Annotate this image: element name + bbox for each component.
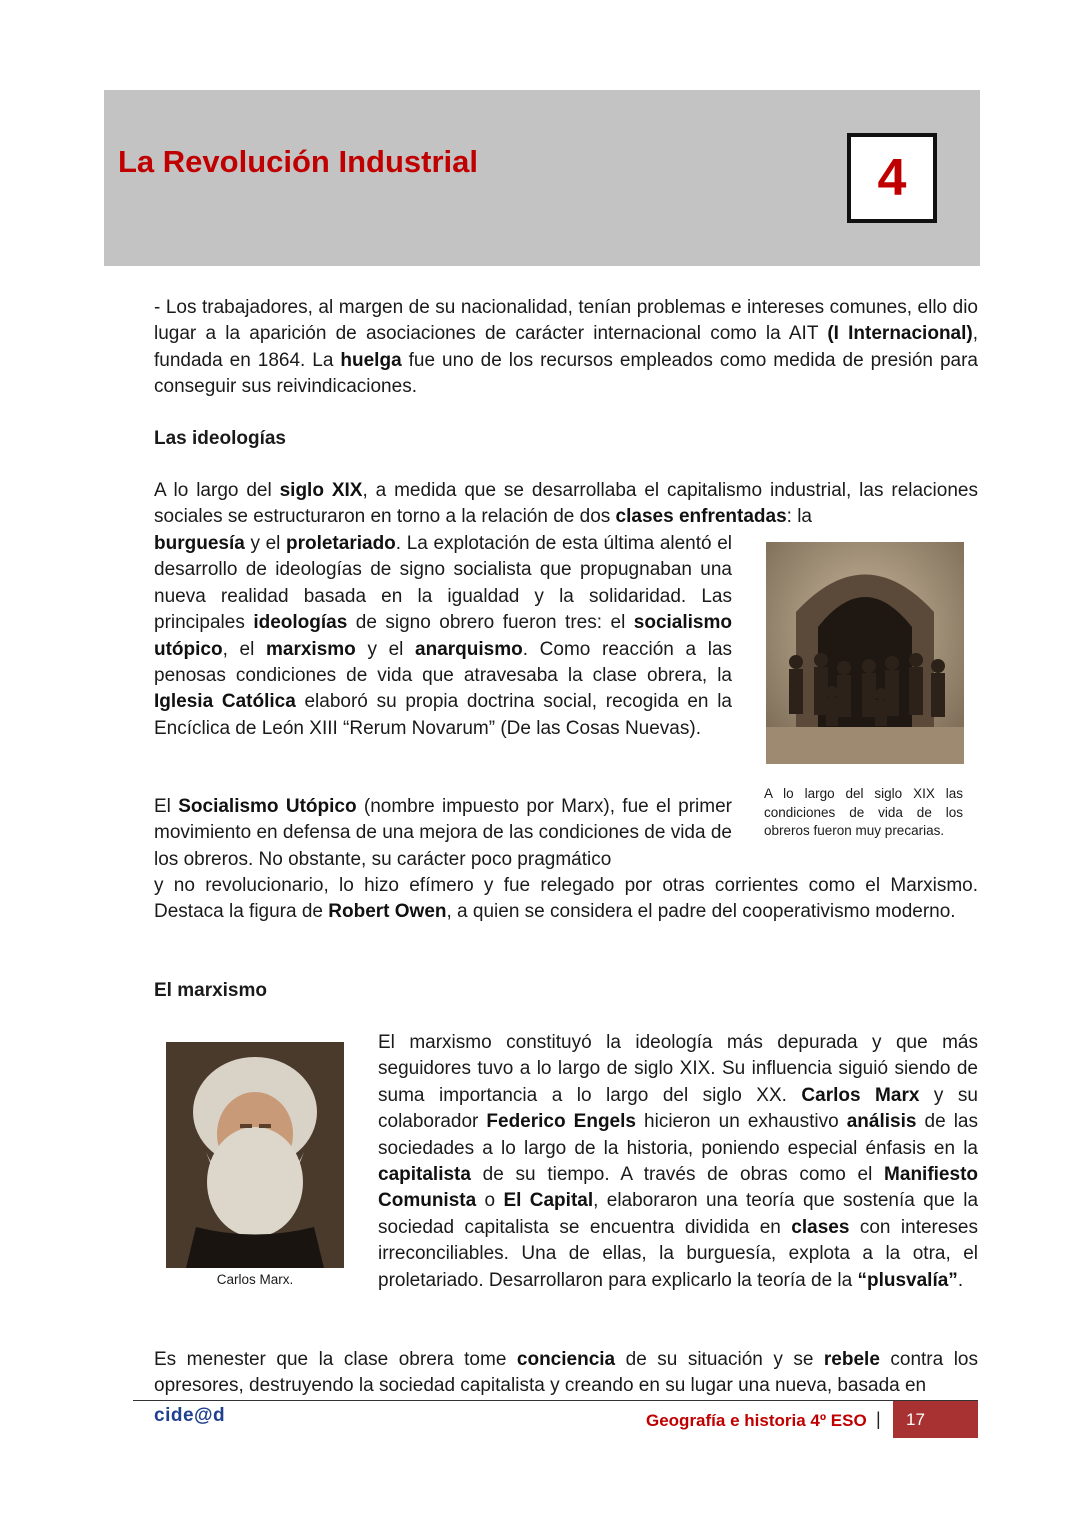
section-heading-ideologias: Las ideologías xyxy=(154,428,286,449)
closing-paragraph: Es menester que la clase obrera tome conciencia de su situación y se rebele contra los opresores, destruyendo la sociedad capitalista y creando en su lugar una nueva, basada en xyxy=(154,1349,978,1397)
page-number: 17 xyxy=(893,1401,978,1438)
carlos-marx-caption: Carlos Marx. xyxy=(216,1272,294,1287)
section-heading-marxismo: El marxismo xyxy=(154,980,267,1001)
utopico-paragraph-left: El Socialismo Utópico (nombre impuesto por Marx), fue el primer movimiento en defensa de una mejora de las condiciones de vida de los obreros. No obstante, su carácter poco pragmático xyxy=(154,796,732,870)
chapter-header xyxy=(104,90,980,266)
carlos-marx-photo xyxy=(166,1042,344,1268)
workers-photo xyxy=(766,542,964,764)
workers-photo-caption: A lo largo del siglo XIX las condiciones de vida de los obreros fueron muy precarias. xyxy=(764,786,963,838)
ideologias-intro-paragraph: A lo largo del siglo XIX, a medida que se desarrollaba el capitalismo industrial, las relaciones sociales se estructuraron en torno a la relación de dos clases enfrentadas: la xyxy=(154,480,978,528)
page-title: La Revolución Industrial xyxy=(118,144,478,179)
footer-divider xyxy=(133,1400,978,1401)
footer-separator: | xyxy=(876,1409,881,1429)
cidead-logo: cide@d xyxy=(154,1405,226,1426)
chapter-number: 4 xyxy=(847,133,937,223)
footer-subject: Geografía e historia 4º ESO xyxy=(646,1411,867,1430)
intro-paragraph: - Los trabajadores, al margen de su nacionalidad, tenían problemas e intereses comunes, ello dio lugar a la aparición de asociaciones de carácter internacional como la AIT (I Internacional), fundada en 1864. La huelga fue uno de los recursos empleados como medida de presión para conseguir sus reivindicaciones. xyxy=(154,297,979,398)
ideologias-left-paragraph: burguesía y el proletariado. La explotación de esta última alentó el desarrollo de ideologías de signo socialista que propugnaban una nueva realidad basada en la igualdad y la solidaridad. Las principales ideologías de signo obrero fueron tres: el socialismo utópico, el marxismo y el anarquismo. Como reacción a las penosas condiciones de vida que atravesaba la clase obrera, la Iglesia Católica elaboró su propia doctrina social, recogida en la Encíclica de León XIII “Rerum Novarum” (De las Cosas Nuevas). xyxy=(154,533,733,739)
utopico-paragraph-full: y no revolucionario, lo hizo efímero y fue relegado por otras corrientes como el Marxismo. Destaca la figura de Robert Owen, a quien se considera el padre del cooperativismo moderno. xyxy=(154,875,978,923)
marxismo-paragraph: El marxismo constituyó la ideología más depurada y que más seguidores tuvo a lo largo de siglo XIX. Su influencia siguió siendo de suma importancia a lo largo del siglo XX. Carlos Marx y su colaborador Federico Engels hicieron un exhaustivo análisis de las sociedades a lo largo de la historia, poniendo especial énfasis en la capitalista de su tiempo. A través de obras como el Manifiesto Comunista o El Capital, elaboraron una teoría que sostenía que la sociedad capitalista se encuentra dividida en clases con intereses irreconciliables. Una de ellas, la burguesía, explota a la otra, el proletariado. Desarrollaron para explicarlo la teoría de la “plusvalía”. xyxy=(378,1032,979,1291)
